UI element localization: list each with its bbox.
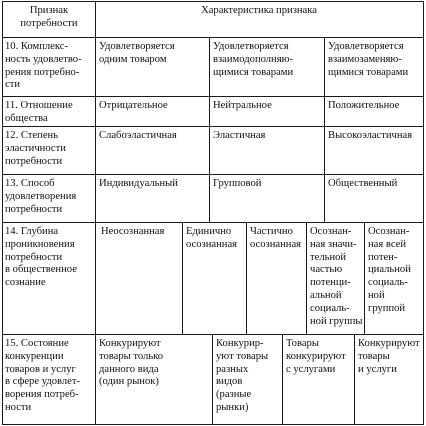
table-cell: Конкурируют товары и услуги [358, 338, 420, 375]
table-cell: Частично осознанная [250, 226, 302, 250]
row-separator [2, 334, 424, 335]
row-label: 15. Состояние конкуренции товаров и услуг в сфере удовлет- ворения потреб- ности [5, 338, 81, 413]
table-border-bottom [2, 424, 424, 425]
column-separator [282, 334, 283, 424]
column-separator [209, 37, 210, 222]
row-separator [2, 96, 424, 97]
table-cell: Общественный [328, 178, 398, 189]
table-cell: Удовлетворяется взаимодополняю- щимися товарами [213, 41, 294, 78]
table-border-left [2, 1, 3, 425]
label-column-separator [95, 1, 96, 425]
row-label: 10. Комплекс- ность удовлетво- рения потребно- сти [5, 41, 82, 91]
row-label: 14. Глубина проникновения потребности в общественное сознание [5, 226, 77, 289]
column-separator [306, 222, 307, 334]
header-separator [2, 37, 424, 38]
table-cell: Высокоэластичная [328, 130, 413, 141]
table-cell: Товары конкурируют с услугами [286, 338, 346, 375]
table-cell: Единично осознанная [186, 226, 238, 250]
table-cell: Удовлетворяется одним товаром [99, 41, 175, 65]
header-feature-label: Признак потребности [20, 5, 78, 29]
table-cell: Групповой [213, 178, 262, 189]
table-cell: Осознан- ная значи- тельной частью потенци- альной социаль- ной группы [310, 226, 363, 327]
row-label: 13. Способ удовлетворения потребности [5, 178, 77, 215]
table-cell: Осознан- ная всей потен- циальной социаль- ной группой [368, 226, 411, 314]
row-separator [2, 174, 424, 175]
column-separator [364, 222, 365, 334]
column-separator [212, 334, 213, 424]
table-cell: Положительное [328, 100, 400, 111]
column-separator [324, 37, 325, 222]
row-separator [2, 126, 424, 127]
column-separator [354, 334, 355, 424]
header-characteristic-label: Характеристика признака [201, 5, 317, 16]
table-cell: Слабоэластичная [99, 130, 177, 141]
column-separator [182, 222, 183, 334]
column-separator [246, 222, 247, 334]
table-cell: Индивидуальный [99, 178, 178, 189]
table-border-right [423, 1, 424, 425]
row-label: 12. Степень эластичности потребности [5, 130, 66, 167]
table-cell: Нейтральное [213, 100, 272, 111]
table-cell: Эластичная [213, 130, 266, 141]
table-cell: Конкурируют товары только данного вида (один рынок) [99, 338, 164, 388]
table-border-top [2, 1, 424, 2]
table-cell: Неосознанная [101, 226, 165, 237]
row-separator [2, 222, 424, 223]
table-cell: Удовлетворяется взаимозаменяю- щимися товарами [328, 41, 409, 78]
table-cell: Отрицательное [99, 100, 168, 111]
table-cell: Конкурир- уют товары разных видов (разные рынки) [216, 338, 269, 413]
row-label: 11. Отношение общества [5, 100, 73, 124]
